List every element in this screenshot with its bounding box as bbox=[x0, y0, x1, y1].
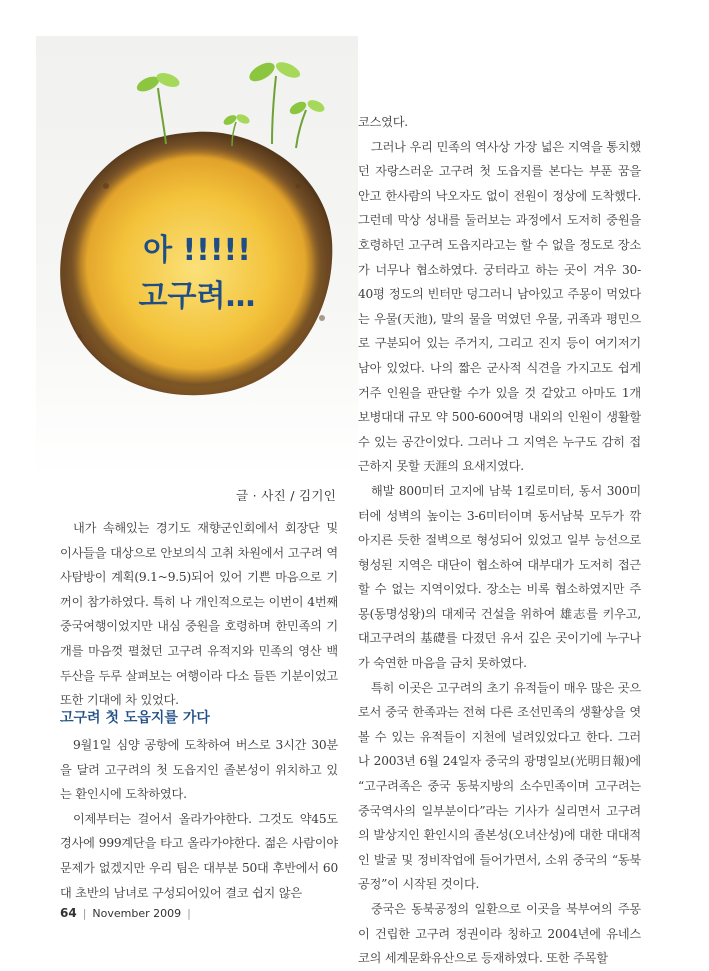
paragraph: 내가 속해있는 경기도 재향군인회에서 회장단 및 이사들을 대상으로 안보의식 고취 차원에서 고구려 역사탐방이 계획(9.1~9.5)되어 있어 기쁜 마음으로 기꺼이 참가하였다. 특히 나 개인적으로는 이번이 4번째 중국여행이었지만 내심 중원을 호령하며 한민족의 기개를 마음껏 펼쳤던 고구려 유적지와 민족의 영산 백두산을 두루 살펴보는 여행이라 다소 들뜬 기분이었고 또한 기대에 차 있었다. bbox=[60, 521, 338, 708]
page-footer bbox=[60, 906, 197, 920]
sprout-right bbox=[296, 110, 306, 148]
paragraph: 9월1일 심양 공항에 도착하여 버스로 3시간 30분을 달려 고구려의 첫 도읍지인 졸본성이 위치하고 있는 환인시에 도착하였다. bbox=[60, 738, 338, 802]
paragraph: 특히 이곳은 고구려의 초기 유적들이 매우 많은 곳으로서 중국 한족과는 전혀 다른 조선민족의 생활상을 엿볼 수 있는 유적들이 지천에 널려있었다고 한다. 그러나 2003년 6월 24일자 중국의 광명일보(光明日報)에 “고구려족은 중국 동북지방의 소수민족이며 고구려는 중국역사의 일부분이다”라는 기사가 실리면서 고구려의 발상지인 환인시의 졸본성(오녀산성)에 대한 대대적인 발굴 및 정비작업에 들어가면서, 소위 중국의 “동북공정”이 시작된 것이다. bbox=[358, 680, 641, 892]
paragraph: 해발 800미터 고지에 남북 1킬로미터, 동서 300미터에 성벽의 높이는 3-6미터이며 동서남북 모두가 깎아지른 듯한 절벽으로 형성되어 있었고 일부 능선으로 형성된 지역은 대단이 협소하여 대부대가 도저히 접근할 수 없는 지역이었다. 장소는 비록 협소하였지만 주몽(동명성왕)의 대제국 건설을 위하여 雄志를 키우고, 대고구려의 基礎를 다졌던 유서 깊은 곳이기에 누구나가 숙연한 마음을 금치 못하였다. bbox=[358, 483, 641, 671]
headline-line-1: 아 !!!!! bbox=[143, 233, 251, 268]
page-number: 64 bbox=[60, 906, 77, 920]
paragraph: 코스였다. bbox=[358, 115, 408, 129]
paragraph: 그러나 우리 민족의 역사상 가장 넓은 지역을 통치했던 자랑스러운 고구려 첫 도읍지를 본다는 부푼 꿈을 안고 한사람의 낙오자도 없이 전원이 정상에 도착했다. 그런데 막상 성내를 둘러보는 과정에서 도저히 중원을 호령하던 고구려 도읍지라고는 할 수 없을 정도로 장소가 너무나 협소하였다. 궁터라고 하는 곳이 겨우 30-40평 정도의 빈터만 덩그러니 남아있고 주몽이 먹었다는 우물(天池), 말의 물을 먹였던 우물, 귀족과 평민으로 구분되어 있는 주거지, 그리고 진지 등이 여기저기 남아 있었다. 나의 짧은 군사적 식견을 가지고도 쉽게 거주 인원을 판단할 수가 있을 것 같았고 아마도 1개 보병대대 규모 약 500-600여명 내외의 인원이 생활할 수 있는 공간이었다. 그러나 그 지역은 누구도 감히 접근하지 못할 天涯의 요새지였다. bbox=[358, 139, 641, 474]
section-title: 고구려 첫 도읍지를 가다 bbox=[60, 710, 210, 726]
sprout-center bbox=[272, 76, 276, 144]
sprout-left bbox=[158, 88, 166, 144]
left-column-intro bbox=[60, 516, 338, 713]
footer-separator: | bbox=[82, 907, 87, 920]
left-column-section bbox=[60, 733, 338, 905]
footer-separator: | bbox=[187, 907, 191, 920]
article-headline bbox=[36, 228, 358, 320]
headline-line-2: 고구려… bbox=[138, 279, 256, 314]
paragraph: 중국은 동북공정의 일환으로 이곳을 북부여의 주몽이 건립한 고구려 정권이라 칭하고 2004년에 유네스코의 세계문화유산으로 등재하였다. 또한 주목할 bbox=[358, 902, 641, 966]
author-byline: 글 · 사진 / 김기인 bbox=[236, 488, 337, 503]
paragraph: 이제부터는 걸어서 올라가야한다. 그것도 약45도 경사에 999계단을 타고 올라가야한다. 젊은 사람이야 문제가 없겠지만 우리 팀은 대부분 50대 후반에서 60대 초반의 남녀로 구성되어있어 결코 쉽지 않은 bbox=[60, 811, 338, 900]
issue-date: November 2009 bbox=[92, 907, 182, 920]
right-column bbox=[358, 110, 641, 971]
